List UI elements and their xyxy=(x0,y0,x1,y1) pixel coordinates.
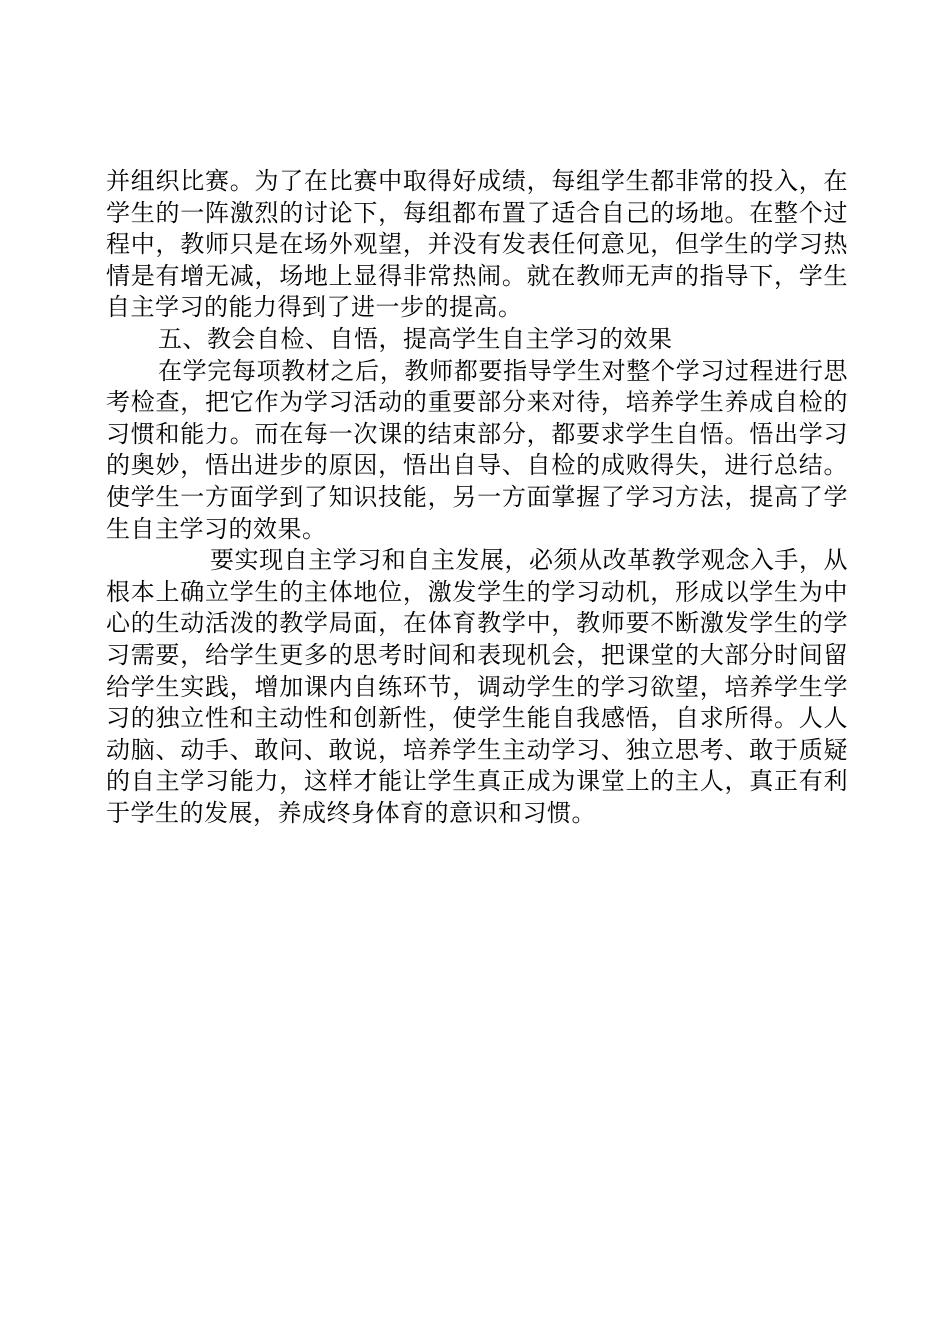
document-body xyxy=(106,166,848,829)
section-heading-five: 五、教会自检、自悟，提高学生自主学习的效果 xyxy=(158,324,673,353)
paragraph-competition: 并组织比赛。为了在比赛中取得好成绩，每组学生都非常的投入，在学生的一阵激烈的讨论下，每组都布置了适合自己的场地。在整个过程中，教师只是在场外观望，并没有发表任何意见，但学生的学习热情是有增无减，场地上显得非常热闹。就在教师无声的指导下，学生自主学习的能力得到了进一步的提高。 xyxy=(106,167,848,322)
paragraph-conclusion: 要实现自主学习和自主发展，必须从改革教学观念入手，从根本上确立学生的主体地位，激发学生的学习动机，形成以学生为中心的生动活泼的教学局面，在体育教学中，教师要不断激发学生的学习需要，给学生更多的思考时间和表现机会，把课堂的大部分时间留给学生实践，增加课内自练环节，调动学生的学习欲望，培养学生学习的独立性和主动性和创新性，使学生能自我感悟，自求所得。人人动脑、动手、敢问、敢说，培养学生主动学习、独立思考、敢于质疑的自主学习能力，这样才能让学生真正成为课堂上的主人，真正有利于学生的发展，养成终身体育的意识和习惯。 xyxy=(106,546,848,827)
paragraph-self-check: 在学完每项教材之后，教师都要指导学生对整个学习过程进行思考检查，把它作为学习活动的重要部分来对待，培养学生养成自检的习惯和能力。而在每一次课的结束部分，都要求学生自悟。悟出学习的奥妙，悟出进步的原因，悟出自导、自检的成败得失，进行总结。使学生一方面学到了知识技能，另一方面掌握了学习方法，提高了学生自主学习的效果。 xyxy=(106,356,848,543)
